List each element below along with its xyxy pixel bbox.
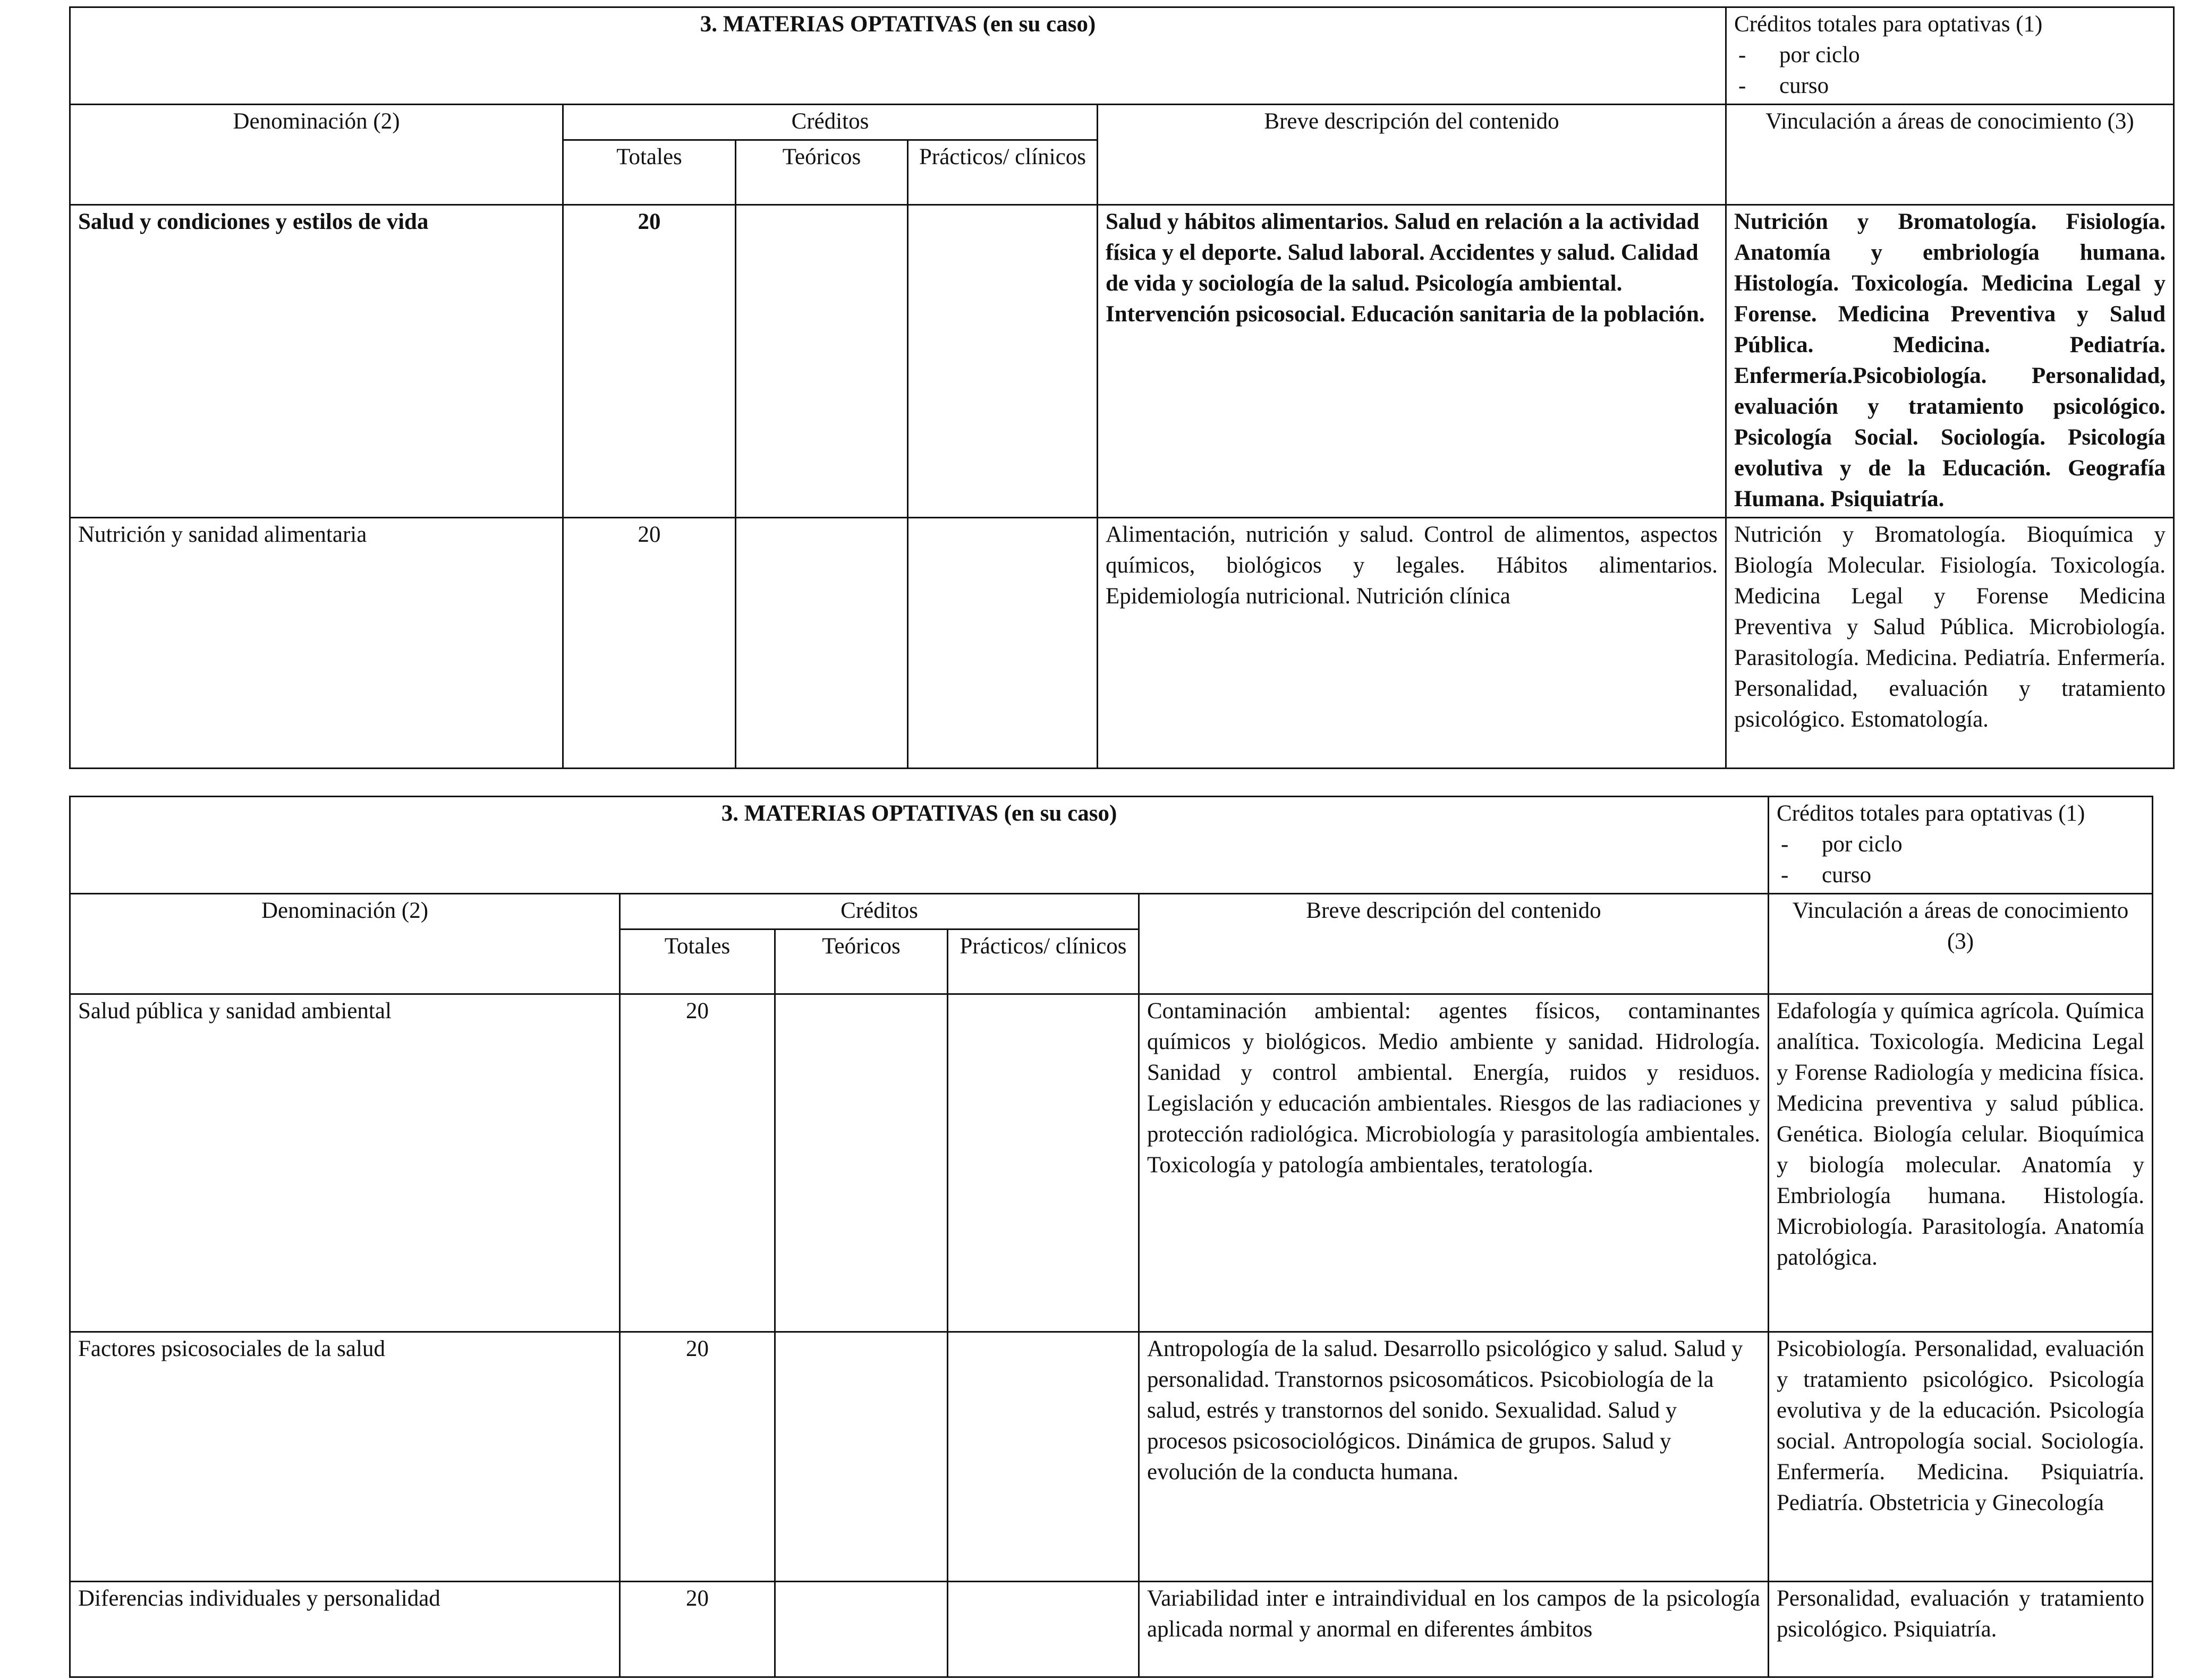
row-practicos	[948, 1332, 1139, 1582]
credits-por-ciclo: - por ciclo	[1734, 40, 2166, 71]
row-name: Factores psicosociales de la salud	[70, 1332, 620, 1582]
row-totales: 20	[620, 994, 775, 1332]
row-description: Contaminación ambiental: agentes físicos, contaminantes químicos y biológicos. Medio ambiente y sanidad. Hidrología. Sanidad y control ambiental. Energía, ruidos y residuos. Legislación y educación ambientales. Riesgos de las radiaciones y protección radiológica. Microbiología y parasitología ambientales. Toxicología y patología ambientales, teratología.	[1139, 994, 1769, 1332]
header-denominacion: Denominación (2)	[70, 894, 620, 994]
credits-curso: - curso	[1734, 71, 2166, 101]
row-name: Nutrición y sanidad alimentaria	[70, 518, 563, 769]
header-denominacion: Denominación (2)	[70, 105, 563, 205]
table-row	[70, 518, 2174, 769]
optativas-table-1	[69, 6, 2175, 769]
header-descripcion: Breve descripción del contenido	[1098, 105, 1726, 205]
table-row	[70, 205, 2174, 518]
table-row	[70, 1332, 2153, 1582]
row-name: Salud y condiciones y estilos de vida	[70, 205, 563, 518]
header-vinculacion: Vinculación a áreas de conocimiento (3)	[1769, 894, 2153, 994]
row-practicos	[908, 518, 1098, 769]
credits-total-box	[1769, 797, 2153, 894]
row-totales: 20	[563, 518, 736, 769]
table-title-row	[70, 797, 2153, 894]
row-description: Alimentación, nutrición y salud. Control de alimentos, aspectos químicos, biológicos y legales. Hábitos alimentarios. Epidemiología nutricional. Nutrición clínica	[1098, 518, 1726, 769]
row-practicos	[908, 205, 1098, 518]
credits-curso: - curso	[1777, 860, 2144, 891]
row-totales: 20	[563, 205, 736, 518]
row-practicos	[948, 1582, 1139, 1677]
header-teoricos: Teóricos	[736, 140, 908, 205]
table-title: 3. MATERIAS OPTATIVAS (en su caso)	[70, 7, 1726, 105]
row-totales: 20	[620, 1582, 775, 1677]
header-vinculacion: Vinculación a áreas de conocimiento (3)	[1726, 105, 2174, 205]
row-description: Variabilidad inter e intraindividual en los campos de la psicología aplicada normal y anormal en diferentes ámbitos	[1139, 1582, 1769, 1677]
header-row	[70, 894, 2153, 929]
header-creditos: Créditos	[563, 105, 1098, 140]
header-row	[70, 105, 2174, 140]
row-teoricos	[775, 994, 948, 1332]
row-areas: Edafología y química agrícola. Química analítica. Toxicología. Medicina Legal y Forense Radiología y medicina física. Medicina preventiva y salud pública. Genética. Biología celular. Bioquímica y biología molecular. Anatomía y Embriología humana. Histología. Microbiología. Parasitología. Anatomía patológica.	[1769, 994, 2153, 1332]
row-teoricos	[736, 518, 908, 769]
row-practicos	[948, 994, 1139, 1332]
header-totales: Totales	[563, 140, 736, 205]
row-areas: Nutrición y Bromatología. Bioquímica y Biología Molecular. Fisiología. Toxicología. Medicina Legal y Forense Medicina Preventiva y Salud Pública. Microbiología. Parasitología. Medicina. Pediatría. Enfermería. Personalidad, evaluación y tratamiento psicológico. Estomatología.	[1726, 518, 2174, 769]
header-teoricos: Teóricos	[775, 929, 948, 994]
header-totales: Totales	[620, 929, 775, 994]
row-name: Salud pública y sanidad ambiental	[70, 994, 620, 1332]
credits-total-box	[1726, 7, 2174, 105]
credits-total-label: Créditos totales para optativas (1)	[1734, 12, 2043, 37]
credits-por-ciclo: - por ciclo	[1777, 829, 2144, 860]
credits-total-label: Créditos totales para optativas (1)	[1777, 801, 2085, 826]
row-areas: Nutrición y Bromatología. Fisiología. Anatomía y embriología humana. Histología. Toxicología. Medicina Legal y Forense. Medicina Preventiva y Salud Pública. Medicina. Pediatría. Enfermería.Psicobiología. Personalidad, evaluación y tratamiento psicológico. Psicología Social. Sociología. Psicología evolutiva y de la Educación. Geografía Humana. Psiquiatría.	[1726, 205, 2174, 518]
header-creditos: Créditos	[620, 894, 1139, 929]
row-description: Salud y hábitos alimentarios. Salud en relación a la actividad física y el deporte. Salud laboral. Accidentes y salud. Calidad de vida y sociología de la salud. Psicología ambiental. Intervención psicosocial. Educación sanitaria de la población.	[1098, 205, 1726, 518]
table-title-row	[70, 7, 2174, 105]
table-row	[70, 1582, 2153, 1677]
row-areas: Psicobiología. Personalidad, evaluación y tratamiento psicológico. Psicología evolutiva y de la educación. Psicología social. Antropología social. Sociología. Enfermería. Medicina. Psiquiatría. Pediatría. Obstetricia y Ginecología	[1769, 1332, 2153, 1582]
header-practicos: Prácticos/ clínicos	[908, 140, 1098, 205]
row-description: Antropología de la salud. Desarrollo psicológico y salud. Salud y personalidad. Transtornos psicosomáticos. Psicobiología de la salud, estrés y transtornos del sonido. Sexualidad. Salud y procesos psicosociológicos. Dinámica de grupos. Salud y evolución de la conducta humana.	[1139, 1332, 1769, 1582]
row-teoricos	[736, 205, 908, 518]
row-name: Diferencias individuales y personalidad	[70, 1582, 620, 1677]
table-title: 3. MATERIAS OPTATIVAS (en su caso)	[70, 797, 1769, 894]
row-areas: Personalidad, evaluación y tratamiento psicológico. Psiquiatría.	[1769, 1582, 2153, 1677]
table-row	[70, 994, 2153, 1332]
header-descripcion: Breve descripción del contenido	[1139, 894, 1769, 994]
row-teoricos	[775, 1332, 948, 1582]
row-teoricos	[775, 1582, 948, 1677]
optativas-table-2	[69, 796, 2153, 1678]
row-totales: 20	[620, 1332, 775, 1582]
header-practicos: Prácticos/ clínicos	[948, 929, 1139, 994]
